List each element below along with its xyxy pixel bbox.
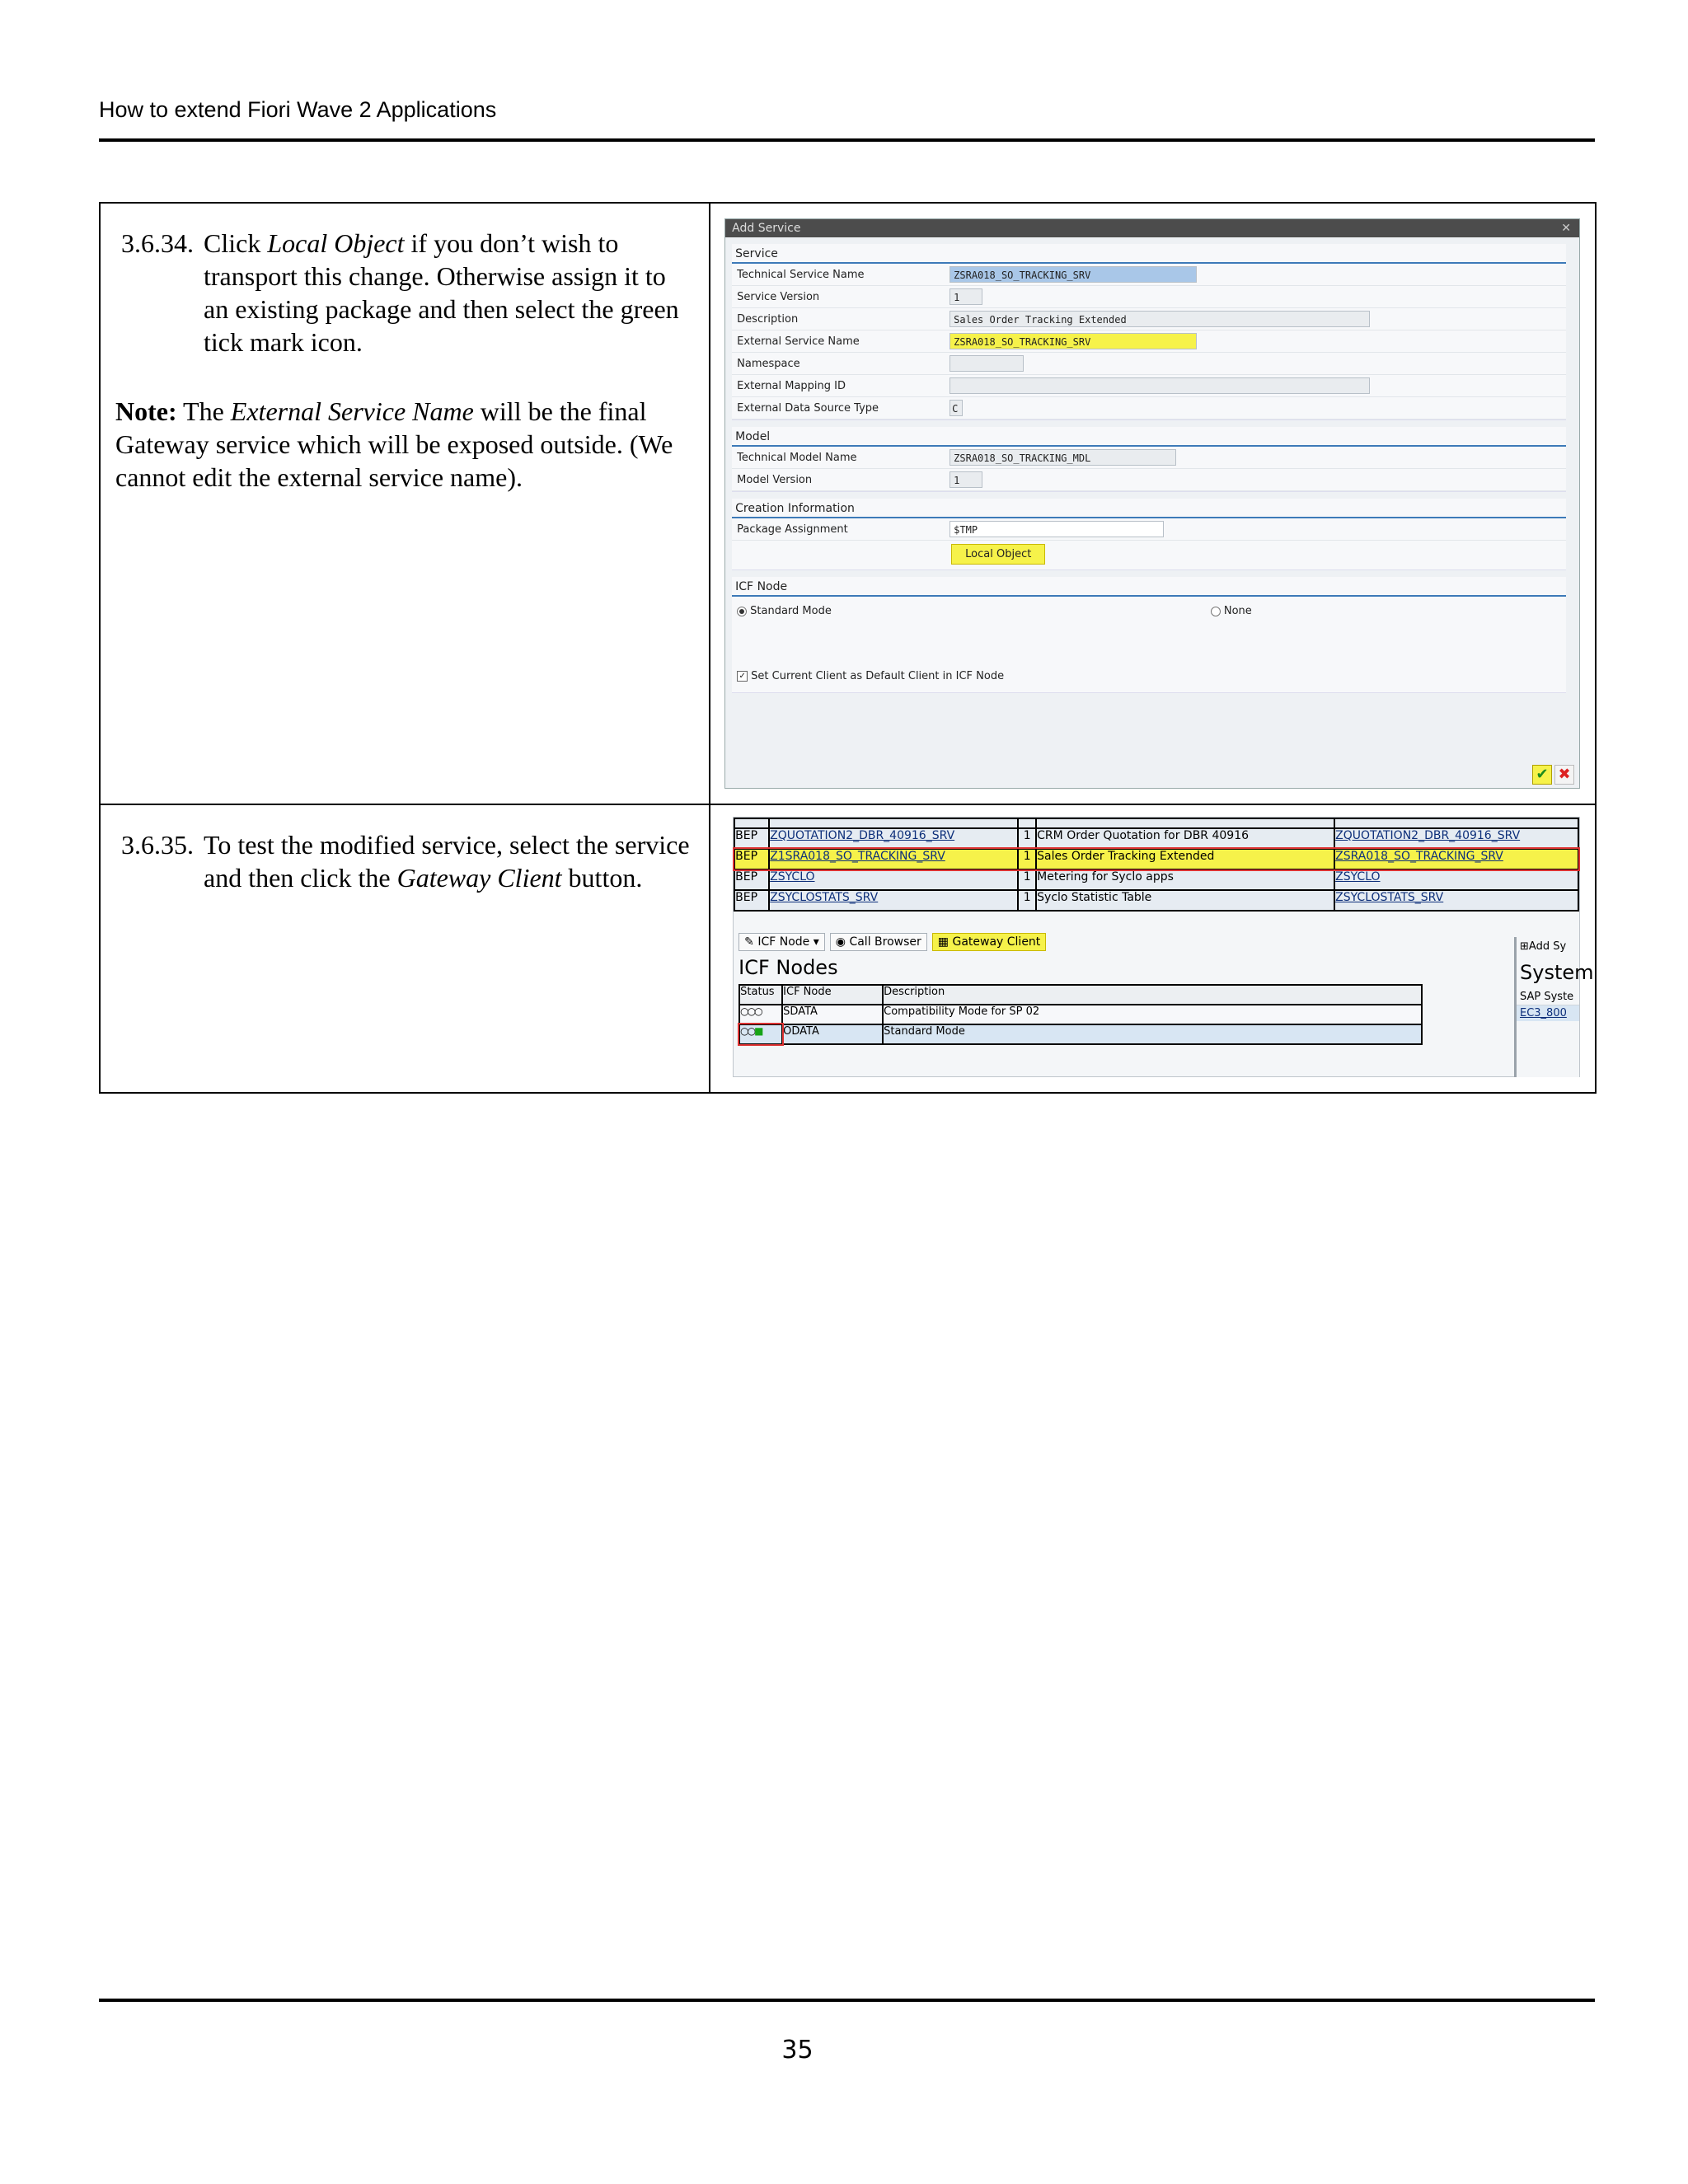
model-group	[732, 427, 1566, 492]
default-client-checkbox-row[interactable]	[732, 626, 1566, 692]
radio-selected-icon[interactable]	[737, 607, 747, 616]
icf-node-description: Compatibility Mode for SP 02	[883, 1005, 1422, 1024]
system-aliases-pane	[1514, 937, 1594, 1077]
service-description: Metering for Syclo apps	[1036, 869, 1334, 890]
step-text: To test the modified service, select the service and then click the Gateway Client button.	[204, 830, 690, 893]
technical-service-name-field[interactable]: ZSRA018_SO_TRACKING_SRV	[950, 266, 1197, 283]
screenshot-cell	[710, 804, 1596, 1093]
table-row[interactable]	[739, 1005, 1422, 1024]
status-active-icon: ○○■	[740, 1025, 762, 1037]
table-row-selected[interactable]	[739, 1024, 1422, 1044]
table-row-partial	[734, 818, 1578, 828]
field-label: External Data Source Type	[737, 401, 879, 415]
table-row[interactable]	[734, 869, 1578, 890]
field-label: Technical Model Name	[737, 451, 857, 464]
column-header: Description	[883, 985, 1422, 1005]
service-name[interactable]: Z1SRA018_SO_TRACKING_SRV	[769, 849, 1018, 869]
local-object-button[interactable]: Local Object	[951, 544, 1045, 565]
field-row	[732, 308, 1566, 330]
field-row	[732, 397, 1566, 419]
none-option[interactable]: None	[1211, 605, 1252, 617]
step-instruction	[101, 805, 709, 894]
status-inactive-icon: ○○○	[740, 1005, 762, 1017]
note-label: Note:	[115, 396, 177, 426]
service-version: 1	[1018, 869, 1036, 890]
technical-model-name-field[interactable]: ZSRA018_SO_TRACKING_MDL	[950, 449, 1176, 466]
creation-group	[732, 499, 1566, 570]
table-row-selected[interactable]	[734, 849, 1578, 869]
step-row	[100, 203, 1596, 804]
footer-rule	[99, 1999, 1595, 2002]
field-row	[732, 286, 1566, 308]
note-paragraph: Note: The External Service Name will be the final Gateway service which will be exposed outside. (We cannot edit the external service name).	[115, 396, 673, 492]
dialog-footer	[1532, 765, 1574, 785]
status-cell	[739, 1024, 782, 1044]
add-service-dialog	[724, 218, 1580, 789]
icf-nodes-table	[738, 984, 1423, 1045]
service-version-field[interactable]: 1	[950, 288, 982, 305]
step-text-cell	[100, 203, 710, 804]
icf-node-group	[732, 577, 1566, 693]
service-group	[732, 244, 1566, 420]
package-assignment-field[interactable]: $TMP	[950, 521, 1164, 537]
field-row	[732, 375, 1566, 397]
step-row	[100, 804, 1596, 1093]
service-table	[734, 818, 1579, 912]
close-icon[interactable]: ✕	[1561, 222, 1571, 235]
table-row[interactable]	[734, 828, 1578, 849]
field-row	[732, 330, 1566, 353]
table-header-row	[739, 985, 1422, 1005]
external-name[interactable]: ZSYCLOSTATS_SRV	[1334, 890, 1578, 911]
add-system-button[interactable]: ⊞Add Sy	[1520, 940, 1567, 953]
service-description: Syclo Statistic Table	[1036, 890, 1334, 911]
group-title: Model	[732, 427, 1566, 447]
namespace-field[interactable]	[950, 355, 1024, 372]
column-header: Status	[739, 985, 782, 1005]
emphasis-local-object: Local Object	[267, 228, 405, 258]
emphasis-gateway-client: Gateway Client	[396, 863, 562, 893]
service-version: 1	[1018, 828, 1036, 849]
dropdown-icon: ▾	[813, 935, 819, 949]
field-label: External Service Name	[737, 335, 860, 348]
service-version: 1	[1018, 890, 1036, 911]
field-row	[732, 264, 1566, 286]
field-row	[732, 353, 1566, 375]
field-label: Namespace	[737, 357, 800, 370]
pencil-icon: ✎	[744, 935, 754, 949]
green-tick-icon[interactable]: ✔	[1532, 765, 1552, 785]
external-name[interactable]: ZSRA018_SO_TRACKING_SRV	[1334, 849, 1578, 869]
call-browser-button[interactable]: ◉ Call Browser	[830, 933, 927, 951]
service-catalog-screenshot	[733, 817, 1594, 1077]
model-version-field[interactable]: 1	[950, 471, 982, 488]
icf-mode-options	[732, 597, 1566, 626]
field-label: Package Assignment	[737, 523, 848, 536]
gateway-client-button[interactable]: ▦ Gateway Client	[932, 933, 1047, 951]
icf-node-button[interactable]: ✎ ICF Node ▾	[738, 933, 825, 951]
service-name[interactable]: ZSYCLO	[769, 869, 1018, 890]
external-mapping-id-field[interactable]	[950, 377, 1370, 394]
icf-node-name: ODATA	[782, 1024, 883, 1044]
add-icon: ⊞	[1520, 940, 1529, 953]
running-header: How to extend Fiori Wave 2 Applications	[99, 97, 497, 122]
group-title: ICF Node	[732, 577, 1566, 597]
page-number: 35	[781, 2036, 814, 2064]
description-field[interactable]: Sales Order Tracking Extended	[950, 311, 1370, 327]
group-title: Creation Information	[732, 499, 1566, 518]
field-label: Technical Service Name	[737, 268, 865, 281]
step-text-cell	[100, 804, 710, 1093]
column-header: SAP Syste	[1517, 989, 1579, 1005]
service-name[interactable]: ZSYCLOSTATS_SRV	[769, 890, 1018, 911]
step-text: Click Local Object if you don’t wish to transport this change. Otherwise assign it to an existing package and then select the green tick mark icon.	[204, 228, 679, 357]
field-row	[732, 518, 1566, 541]
gateway-client-icon: ▦	[937, 935, 950, 949]
step-instruction	[101, 204, 709, 359]
icf-nodes-title: ICF Nodes	[738, 956, 838, 979]
service-type: BEP	[734, 828, 769, 849]
step-number: 3.6.35.	[121, 830, 194, 860]
service-name[interactable]: ZQUOTATION2_DBR_40916_SRV	[769, 828, 1018, 849]
system-pane-title: System	[1520, 961, 1594, 984]
table-row[interactable]	[734, 890, 1578, 911]
screenshot-cell	[710, 203, 1596, 804]
field-row	[732, 447, 1566, 469]
external-name[interactable]: ZQUOTATION2_DBR_40916_SRV	[1334, 828, 1578, 849]
checkbox-label: Set Current Client as Default Client in ICF Node	[751, 670, 1005, 682]
service-type: BEP	[734, 890, 769, 911]
dialog-title-bar	[725, 219, 1579, 237]
emphasis-external-service-name: External Service Name	[230, 396, 474, 426]
group-title: Service	[732, 244, 1566, 264]
external-data-source-type-field[interactable]: C	[950, 400, 963, 416]
column-header: ICF Node	[782, 985, 883, 1005]
browser-icon: ◉	[835, 935, 846, 949]
field-label: Description	[737, 312, 799, 326]
service-description: CRM Order Quotation for DBR 40916	[1036, 828, 1334, 849]
step-number: 3.6.34.	[121, 228, 194, 258]
external-service-name-field: ZSRA018_SO_TRACKING_SRV	[950, 333, 1197, 349]
service-type: BEP	[734, 869, 769, 890]
external-name[interactable]: ZSYCLO	[1334, 869, 1578, 890]
cancel-x-icon[interactable]: ✖	[1554, 765, 1574, 785]
icf-node-name: SDATA	[782, 1005, 883, 1024]
standard-mode-option[interactable]: Standard Mode	[737, 605, 832, 617]
service-version: 1	[1018, 849, 1036, 869]
status-cell	[739, 1005, 782, 1024]
steps-table	[99, 202, 1597, 1094]
checkbox-checked-icon[interactable]: ✓	[737, 671, 748, 682]
service-type: BEP	[734, 849, 769, 869]
system-alias-value[interactable]: EC3_800	[1517, 1005, 1579, 1021]
radio-icon[interactable]	[1211, 607, 1221, 616]
field-label: External Mapping ID	[737, 379, 846, 392]
field-label: Service Version	[737, 290, 820, 303]
field-row	[732, 469, 1566, 491]
header-rule	[99, 138, 1595, 142]
field-label: Model Version	[737, 473, 813, 486]
dialog-title: Add Service	[732, 222, 801, 235]
icf-node-description: Standard Mode	[883, 1024, 1422, 1044]
service-description: Sales Order Tracking Extended	[1036, 849, 1334, 869]
icf-toolbar	[738, 933, 1579, 951]
